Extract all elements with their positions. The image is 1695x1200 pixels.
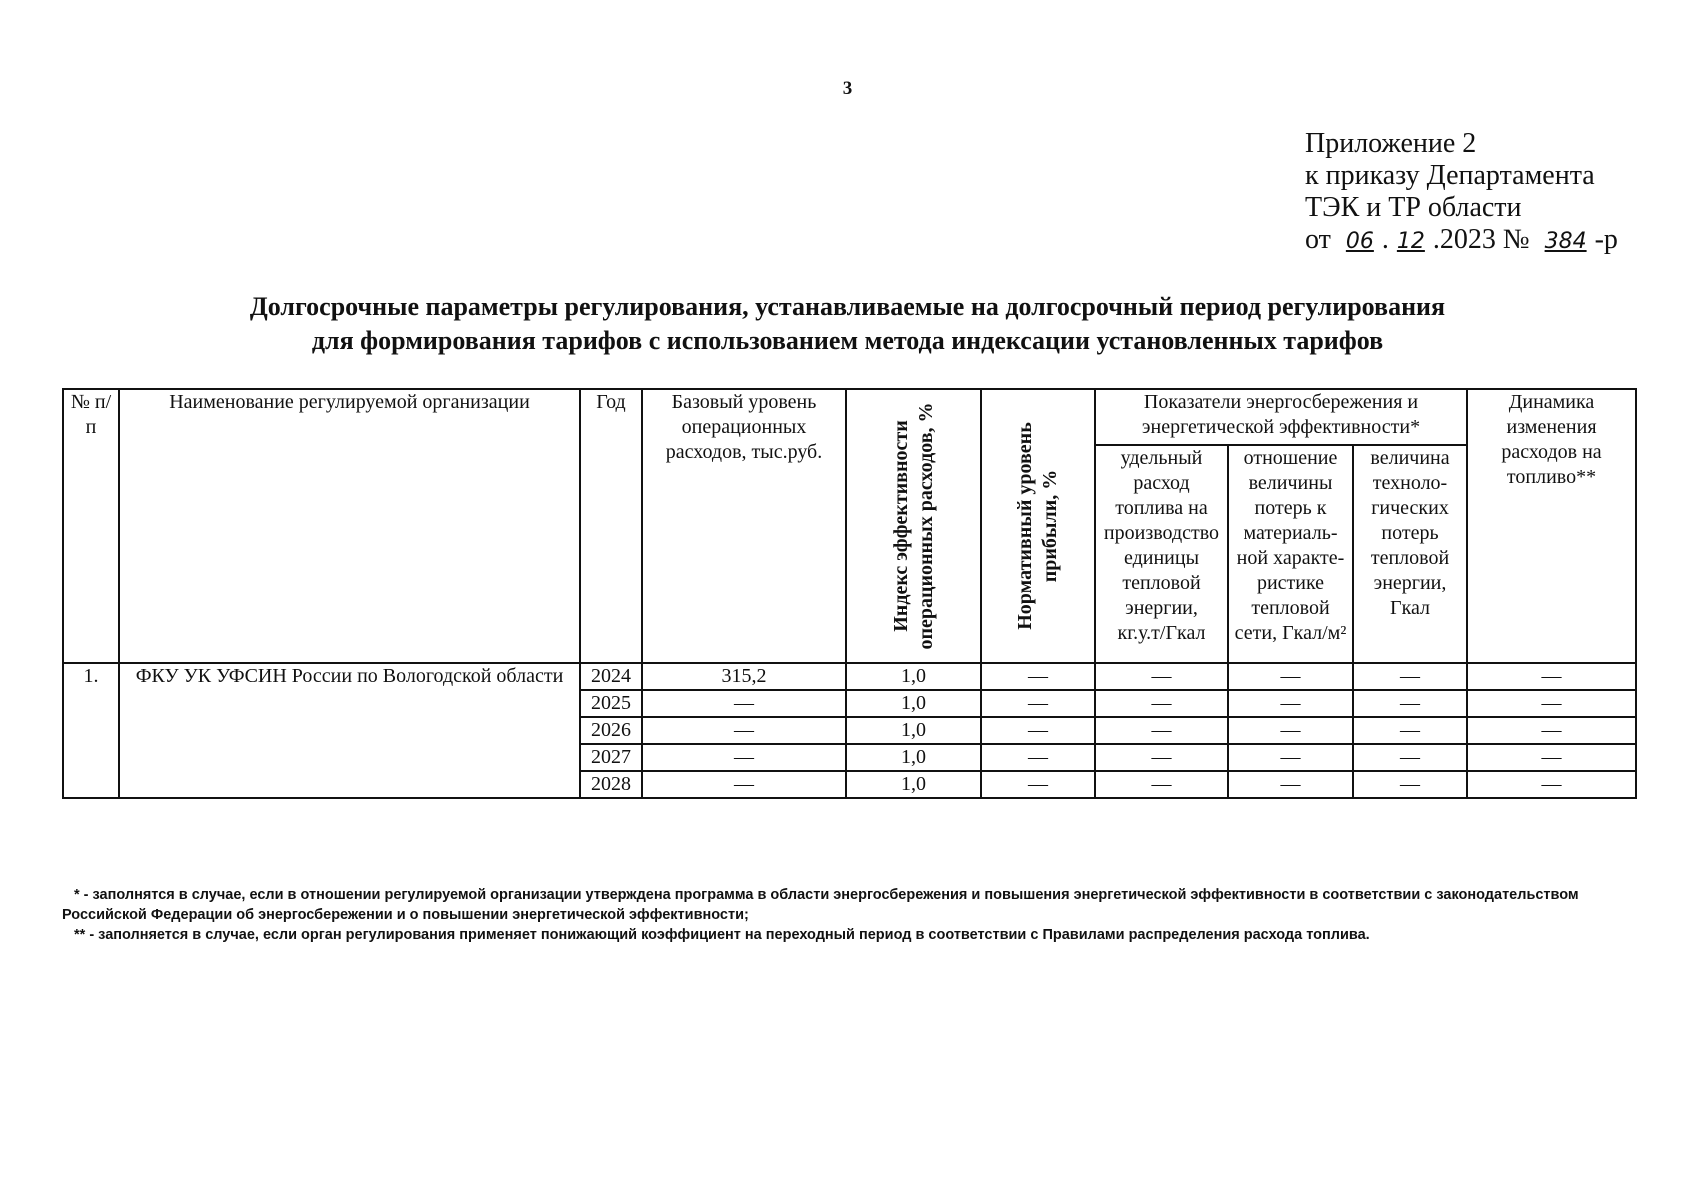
header-loss-ratio: отношение величины потерь к материаль-ной характе-ристике тепловой сети, Гкал/м² xyxy=(1228,445,1353,663)
cell-year: 2028 xyxy=(580,771,642,798)
cell-losses: — xyxy=(1353,690,1467,717)
org-name: ФКУ УК УФСИН России по Вологодской области xyxy=(119,663,580,798)
cell-ratio: — xyxy=(1228,663,1353,690)
footnotes xyxy=(62,885,1635,945)
cell-base: — xyxy=(642,690,846,717)
appendix-date-line: от 06 . 12 .2023 № 384 -р xyxy=(1305,224,1618,258)
row-number: 1. xyxy=(63,663,119,798)
header-fuel-dynamics: Динамика изменения расходов на топливо** xyxy=(1467,389,1636,663)
cell-index: 1,0 xyxy=(846,771,981,798)
appendix-line-3: ТЭК и ТР области xyxy=(1305,192,1522,223)
cell-base: 315,2 xyxy=(642,663,846,690)
cell-year: 2025 xyxy=(580,690,642,717)
header-energy-group: Показатели энергосбережения и энергетической эффективности* xyxy=(1095,389,1467,445)
order-year: .2023 № xyxy=(1432,224,1530,255)
cell-base: — xyxy=(642,744,846,771)
cell-index: 1,0 xyxy=(846,744,981,771)
title-line-1: Долгосрочные параметры регулирования, устанавливаемые на долгосрочный период регулирования xyxy=(249,292,1446,321)
header-year: Год xyxy=(580,389,642,663)
order-month: 12 xyxy=(1396,229,1425,254)
page-number: 3 xyxy=(842,78,853,99)
cell-profit: — xyxy=(981,663,1095,690)
header-num: № п/п xyxy=(63,389,119,663)
cell-fuel: — xyxy=(1095,771,1228,798)
date-prefix: от xyxy=(1305,224,1331,255)
cell-index: 1,0 xyxy=(846,663,981,690)
order-day: 06 xyxy=(1345,229,1374,254)
cell-year: 2026 xyxy=(580,717,642,744)
header-fuel-consumption: удельный расход топлива на производство единицы тепловой энергии, кг.у.т/Гкал xyxy=(1095,445,1228,663)
header-base-opex: Базовый уровень операционных расходов, тыс.руб. xyxy=(642,389,846,663)
cell-base: — xyxy=(642,717,846,744)
header-org: Наименование регулируемой организации xyxy=(119,389,580,663)
footnote-2: ** - заполняется в случае, если орган регулирования применяет понижающий коэффициент на переходный период в соответствии с Правилами распределения расхода топлива. xyxy=(74,927,1370,943)
parameters-table xyxy=(62,388,1637,799)
header-profit-level xyxy=(981,389,1095,663)
cell-dynamics: — xyxy=(1467,771,1636,798)
cell-profit: — xyxy=(981,690,1095,717)
cell-losses: — xyxy=(1353,744,1467,771)
appendix-line-1: Приложение 2 xyxy=(1305,128,1477,159)
cell-losses: — xyxy=(1353,663,1467,690)
cell-losses: — xyxy=(1353,717,1467,744)
cell-year: 2027 xyxy=(580,744,642,771)
cell-profit: — xyxy=(981,717,1095,744)
cell-ratio: — xyxy=(1228,690,1353,717)
cell-fuel: — xyxy=(1095,663,1228,690)
cell-losses: — xyxy=(1353,771,1467,798)
cell-ratio: — xyxy=(1228,717,1353,744)
cell-dynamics: — xyxy=(1467,717,1636,744)
appendix-line-2: к приказу Департамента xyxy=(1305,160,1595,191)
title-line-2: для формирования тарифов с использованием метода индексации установленных тарифов xyxy=(311,326,1384,355)
order-number-suffix: -р xyxy=(1594,224,1618,255)
header-tech-losses: величина техноло-гических потерь тепловой энергии, Гкал xyxy=(1353,445,1467,663)
cell-index: 1,0 xyxy=(846,690,981,717)
cell-fuel: — xyxy=(1095,690,1228,717)
cell-profit: — xyxy=(981,771,1095,798)
cell-fuel: — xyxy=(1095,717,1228,744)
header-efficiency-index xyxy=(846,389,981,663)
cell-fuel: — xyxy=(1095,744,1228,771)
header-row-1 xyxy=(63,389,1636,445)
order-number: 384 xyxy=(1544,229,1587,254)
document-title xyxy=(100,290,1595,358)
cell-profit: — xyxy=(981,744,1095,771)
cell-year: 2024 xyxy=(580,663,642,690)
cell-dynamics: — xyxy=(1467,663,1636,690)
cell-dynamics: — xyxy=(1467,744,1636,771)
table-row xyxy=(63,663,1636,690)
header-profit-level-text: Нормативный уровень прибыли, % xyxy=(1014,422,1061,630)
footnote-1: * - заполнятся в случае, если в отношении регулируемой организации утверждена программа в области энергосбережения и повышения энергетической эффективности в соответствии с законодательством Российской Федерации об энергосбережении и о повышении энергетической эффективности; xyxy=(62,887,1579,923)
cell-dynamics: — xyxy=(1467,690,1636,717)
cell-ratio: — xyxy=(1228,744,1353,771)
cell-base: — xyxy=(642,771,846,798)
cell-index: 1,0 xyxy=(846,717,981,744)
header-efficiency-index-text: Индекс эффективности операционных расходов, % xyxy=(889,402,937,650)
appendix-header xyxy=(1305,128,1618,258)
cell-ratio: — xyxy=(1228,771,1353,798)
